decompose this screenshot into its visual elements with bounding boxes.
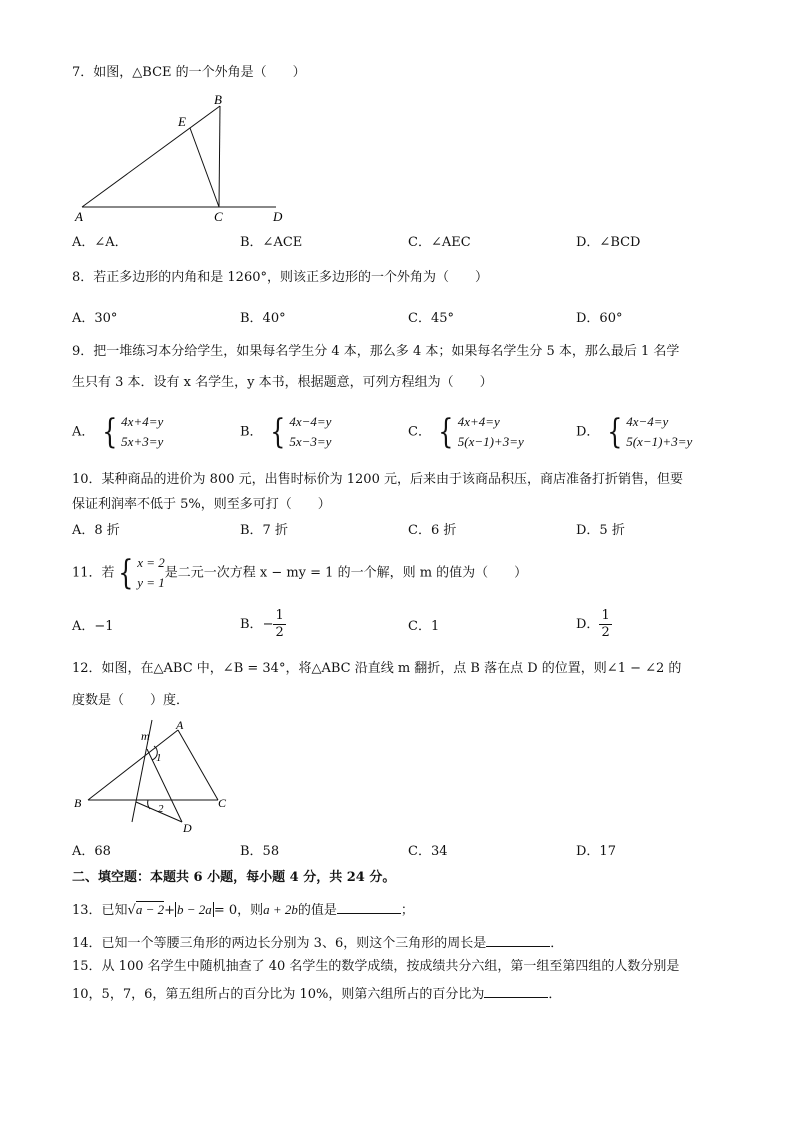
q9-option-d bbox=[576, 412, 692, 452]
q7-label-c: C bbox=[214, 209, 223, 224]
equation-row: 4x+4=y bbox=[457, 414, 500, 429]
q12-stem-line1: 12．如图，在△ABC 中，∠B = 34°，将△ABC 沿直线 m 翻折，点 B 落在点 D 的位置，则∠1 − ∠2 的 bbox=[72, 661, 682, 676]
q8-option-d: D．60° bbox=[576, 311, 623, 326]
equation-system bbox=[99, 412, 164, 452]
option-sign: − bbox=[262, 617, 274, 632]
q12-label-2: 2 bbox=[158, 803, 164, 815]
q12-option-c: C．34 bbox=[408, 844, 448, 859]
answer-blank[interactable] bbox=[337, 900, 401, 914]
q7-figure bbox=[70, 92, 300, 226]
q11-solution-system bbox=[115, 553, 165, 593]
q12-label-b: B bbox=[74, 796, 82, 810]
q10-option-c: C．6 折 bbox=[408, 523, 457, 538]
q14-text: 14．已知一个等腰三角形的两边长分别为 3、6，则这个三角形的周长是 bbox=[72, 936, 487, 951]
absolute-value: b − 2a bbox=[177, 902, 212, 917]
q14-end: ． bbox=[550, 936, 564, 951]
q11-option-b bbox=[240, 608, 286, 641]
radicand: a − 2 bbox=[135, 902, 165, 917]
equation-row: 4x−4=y bbox=[289, 414, 332, 429]
q10-option-b: B．7 折 bbox=[240, 523, 288, 538]
option-value: −1 bbox=[94, 619, 114, 634]
brace-icon: { bbox=[269, 412, 286, 452]
denominator: 2 bbox=[275, 625, 284, 640]
q11-option-a bbox=[72, 618, 114, 636]
q8-option-c: C．45° bbox=[408, 311, 454, 326]
q8-option-b: B．40° bbox=[240, 311, 286, 326]
equation-row: 5x−3=y bbox=[289, 434, 332, 449]
q15-line2 bbox=[72, 984, 561, 1004]
q12-figure bbox=[70, 716, 240, 838]
q11-stem bbox=[72, 553, 527, 594]
equation-row: 5(x−1)+3=y bbox=[457, 434, 524, 449]
equation-row: 4x+4=y bbox=[121, 414, 164, 429]
q12-stem-line2: 度数是（ ）度． bbox=[72, 693, 190, 708]
q7-label-a: A bbox=[75, 209, 83, 224]
q10-option-a: A．8 折 bbox=[72, 523, 120, 538]
q12-label-1: 1 bbox=[156, 752, 162, 764]
q12-label-d: D bbox=[183, 821, 192, 835]
option-letter: D． bbox=[576, 617, 600, 632]
q8-option-a: A．30° bbox=[72, 311, 118, 326]
option-letter: C． bbox=[408, 424, 431, 440]
brace-icon: { bbox=[117, 553, 133, 593]
equals-zero: = 0，则 bbox=[213, 903, 264, 918]
brace-icon: { bbox=[101, 412, 117, 452]
q9-option-c bbox=[408, 412, 524, 452]
q9-option-a bbox=[72, 412, 163, 452]
q14-stem bbox=[72, 933, 563, 953]
q13-stem bbox=[72, 900, 414, 920]
equation-system bbox=[435, 412, 524, 452]
q9-option-b bbox=[240, 412, 331, 452]
option-letter: C． bbox=[408, 619, 431, 634]
q11-option-c bbox=[408, 618, 439, 636]
q11-prefix: 11．若 bbox=[72, 565, 115, 581]
q7-label-d: D bbox=[273, 209, 283, 224]
equation-row: 4x−4=y bbox=[626, 414, 669, 429]
q7-label-e: E bbox=[178, 114, 186, 129]
q10-option-d: D．5 折 bbox=[576, 523, 625, 538]
denominator: 2 bbox=[601, 625, 610, 640]
q7-stem: 7．如图，△BCE 的一个外角是（ ） bbox=[72, 65, 306, 80]
answer-blank[interactable] bbox=[486, 933, 550, 947]
equation-row: x = 2 bbox=[137, 555, 165, 570]
q9-stem-line2: 生只有 3 本．设有 x 名学生，y 本书，根据题意，可列方程组为（ ） bbox=[72, 375, 493, 390]
q12-option-b: B．58 bbox=[240, 844, 280, 859]
q7-option-b: B．∠ACE bbox=[240, 235, 303, 250]
sqrt-icon: √ bbox=[127, 903, 136, 918]
equation-row: y = 1 bbox=[137, 575, 165, 590]
fraction bbox=[599, 608, 611, 641]
q12-label-c: C bbox=[218, 796, 227, 810]
option-letter: B． bbox=[240, 424, 263, 440]
expression: a + 2b bbox=[263, 902, 298, 917]
q9-stem-line1: 9．把一堆练习本分给学生，如果每名学生分 4 本，那么多 4 本；如果每名学生分 5 本，那么最后 1 名学 bbox=[72, 344, 680, 359]
section-heading: 二、填空题：本题共 6 小题，每小题 4 分，共 24 分。 bbox=[72, 870, 396, 885]
numerator: 1 bbox=[601, 608, 610, 623]
fraction bbox=[273, 608, 285, 641]
q12-option-a: A．68 bbox=[72, 844, 111, 859]
q13-prefix: 13．已知 bbox=[72, 903, 128, 918]
q11-suffix: 是二元一次方程 x − my = 1 的一个解，则 m 的值为（ ） bbox=[164, 565, 528, 581]
brace-icon: { bbox=[606, 412, 622, 452]
q13-suffix: 的值是 bbox=[297, 903, 337, 918]
q15-text: 10，5，7，6，第五组所占的百分比为 10%，则第六组所占的百分比为 bbox=[72, 987, 485, 1002]
q7-option-a: A．∠A． bbox=[72, 235, 128, 250]
q12-label-a: A bbox=[176, 718, 184, 732]
option-letter: B． bbox=[240, 617, 263, 632]
q15-line1: 15．从 100 名学生中随机抽查了 40 名学生的数学成绩，按成绩共分六组，第一组至第四组的人数分别是 bbox=[72, 959, 680, 974]
equation-row: 5(x−1)+3=y bbox=[626, 434, 693, 449]
answer-blank[interactable] bbox=[484, 984, 548, 998]
equation-row: 5x+3=y bbox=[121, 434, 164, 449]
plus-sign: + bbox=[164, 903, 176, 918]
equation-system bbox=[267, 412, 332, 452]
option-letter: A． bbox=[72, 619, 95, 634]
q7-option-d: D．∠BCD bbox=[576, 235, 641, 250]
q7-option-c: C．∠AEC bbox=[408, 235, 471, 250]
brace-icon: { bbox=[438, 412, 454, 452]
q12-option-d: D．17 bbox=[576, 844, 616, 859]
numerator: 1 bbox=[275, 608, 284, 623]
equation-system bbox=[604, 412, 693, 452]
q10-stem-line1: 10．某种商品的进价为 800 元，出售时标价为 1200 元，后来由于该商品积压，商店准备打折销售，但要 bbox=[72, 472, 683, 487]
option-letter: A． bbox=[72, 424, 95, 440]
q13-end: ； bbox=[400, 903, 414, 918]
q12-label-m: m bbox=[141, 729, 150, 743]
option-value: 1 bbox=[430, 619, 440, 634]
q7-label-b: B bbox=[214, 92, 222, 107]
q11-option-d bbox=[576, 608, 612, 641]
q10-stem-line2: 保证利润率不低于 5%，则至多可打（ ） bbox=[72, 497, 331, 512]
option-letter: D． bbox=[576, 424, 600, 440]
q15-end: ． bbox=[548, 987, 562, 1002]
q8-stem: 8．若正多边形的内角和是 1260°，则该正多边形的一个外角为（ ） bbox=[72, 270, 488, 285]
